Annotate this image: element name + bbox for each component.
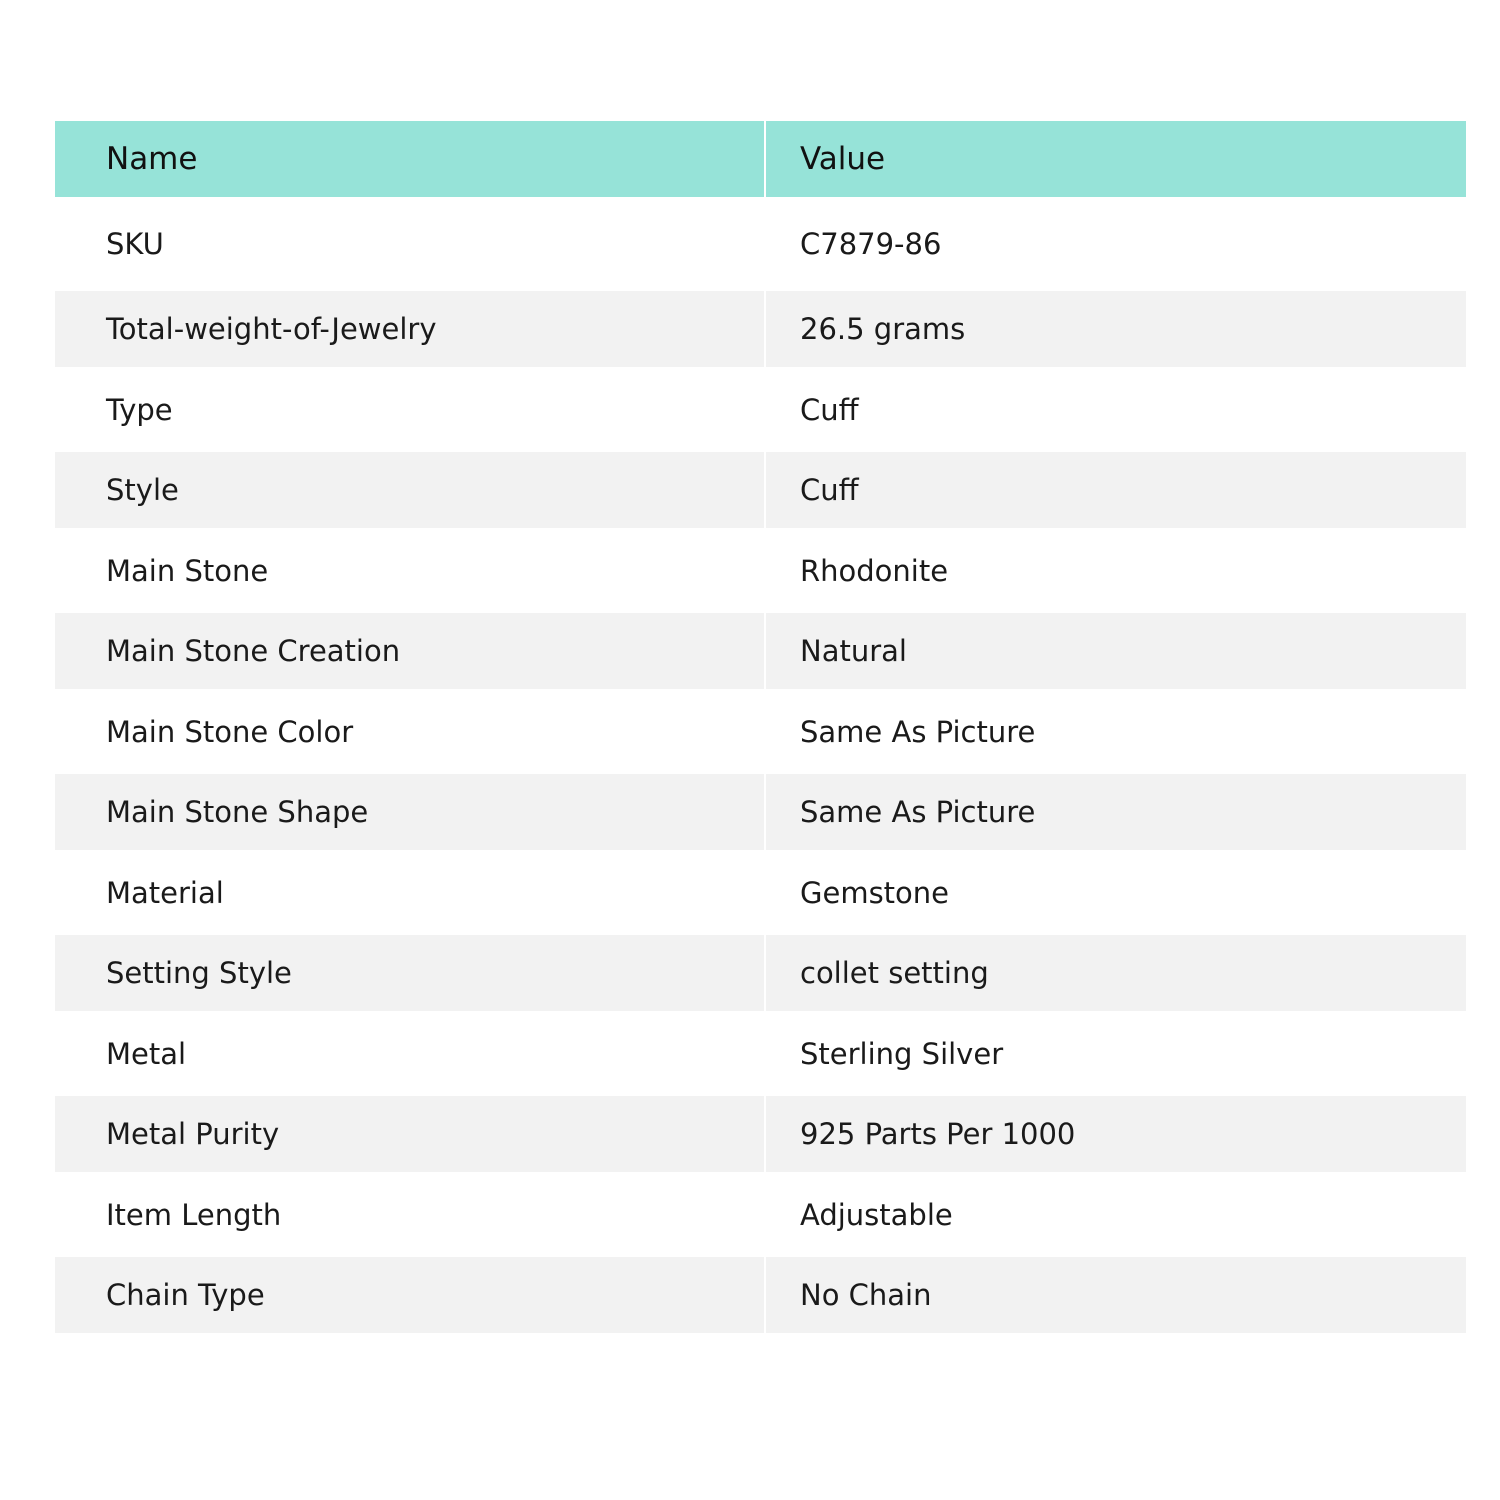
- row-value: Same As Picture: [800, 714, 1036, 749]
- row-value: Gemstone: [800, 875, 950, 910]
- header-name: Name: [55, 121, 766, 197]
- row-value: Rhodonite: [800, 553, 949, 588]
- row-name: Main Stone Color: [106, 714, 354, 749]
- row-name: Material: [106, 875, 224, 910]
- table-row: [55, 774, 1466, 850]
- table-row: [55, 528, 1466, 613]
- row-value: Same As Picture: [800, 795, 1036, 829]
- row-value: No Chain: [800, 1278, 932, 1312]
- row-name: Type: [106, 392, 173, 427]
- table-row: [55, 452, 1466, 528]
- table-row: [55, 291, 1466, 367]
- row-name: Main Stone Creation: [55, 613, 766, 689]
- row-value: 925 Parts Per 1000: [800, 1117, 1076, 1151]
- table-row: [55, 689, 1466, 774]
- row-name: Metal Purity: [55, 1096, 766, 1172]
- row-value: 26.5 grams: [800, 312, 966, 346]
- table-row: [55, 613, 1466, 689]
- row-value: Natural: [800, 634, 907, 668]
- table-row: [55, 1257, 1466, 1333]
- table-row: [55, 1096, 1466, 1172]
- row-name: SKU: [106, 227, 164, 261]
- table-row: [55, 197, 1466, 291]
- row-value: Sterling Silver: [800, 1036, 1004, 1071]
- row-value: Cuff: [800, 392, 859, 427]
- row-value: C7879-86: [800, 227, 942, 261]
- table-header-row: [55, 121, 1466, 197]
- row-value: Adjustable: [800, 1197, 953, 1232]
- table-row: [55, 1011, 1466, 1096]
- row-name: Style: [55, 452, 766, 528]
- table-row: [55, 1172, 1466, 1257]
- row-name: Main Stone Shape: [55, 774, 766, 850]
- row-name: Total-weight-of-Jewelry: [55, 291, 766, 367]
- spec-table: [55, 121, 1466, 1333]
- row-name: Metal: [106, 1036, 187, 1071]
- header-value: Value: [800, 141, 886, 177]
- row-name: Item Length: [106, 1197, 282, 1232]
- table-row: [55, 367, 1466, 452]
- row-name: Main Stone: [106, 553, 269, 588]
- row-value: collet setting: [800, 956, 989, 990]
- table-row: [55, 850, 1466, 935]
- row-name: Setting Style: [55, 935, 766, 1011]
- row-name: Chain Type: [55, 1257, 766, 1333]
- table-row: [55, 935, 1466, 1011]
- row-value: Cuff: [800, 473, 859, 507]
